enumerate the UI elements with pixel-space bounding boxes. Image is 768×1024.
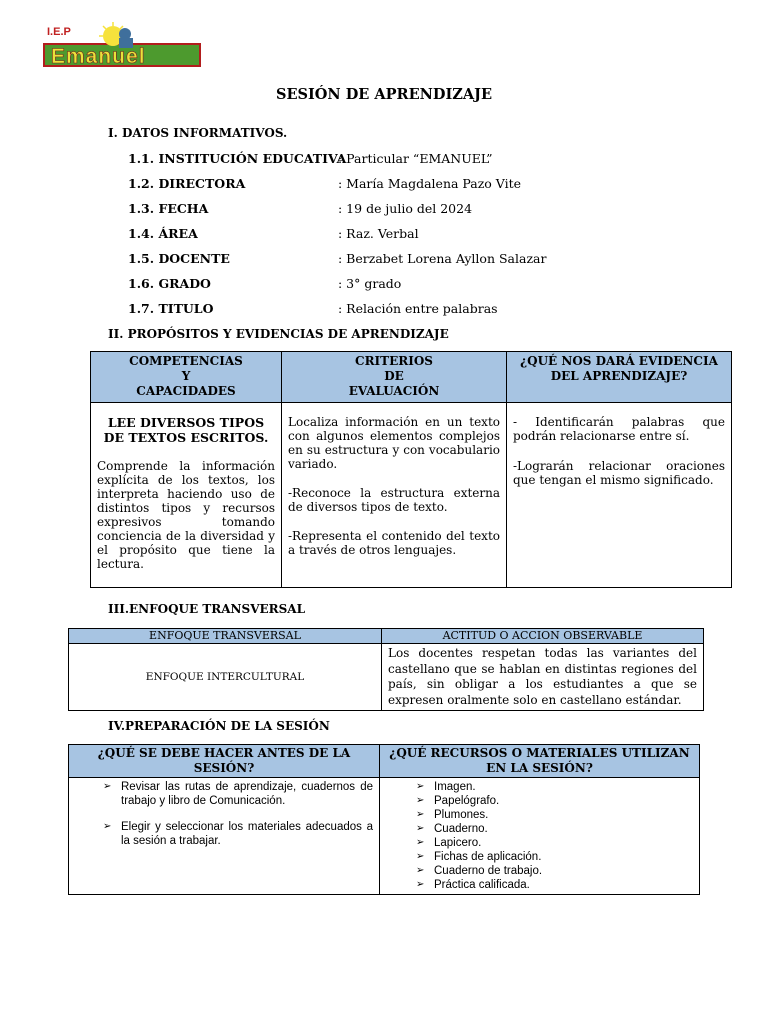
- recursos-cell: [380, 778, 700, 895]
- dato-row: [128, 248, 628, 273]
- dato-row: [128, 148, 628, 173]
- criterios-cell: [282, 403, 507, 588]
- list-item: [408, 864, 693, 878]
- arrow-bullet-icon: ➢: [416, 795, 425, 806]
- list-item-text: Práctica calificada.: [434, 879, 530, 891]
- logo-main-text: Emanuel: [51, 45, 146, 68]
- section-propositos-heading: II. PROPÓSITOS Y EVIDENCIAS DE APRENDIZAJE: [108, 327, 449, 341]
- competencia-title: LEE DIVERSOS TIPOS DE TEXTOS ESCRITOS.: [103, 415, 269, 445]
- arrow-bullet-icon: ➢: [103, 821, 112, 832]
- dato-value: : Berzabet Lorena Ayllon Salazar: [338, 251, 547, 266]
- table-header-row: [69, 745, 700, 778]
- table-header-row: [91, 352, 732, 403]
- dato-row: [128, 173, 628, 198]
- list-item-text: Papelógrafo.: [434, 795, 500, 807]
- arrow-bullet-icon: ➢: [416, 879, 425, 890]
- header-antes: ¿QUÉ SE DEBE HACER ANTES DE LA SESIÓN?: [69, 745, 380, 778]
- table-header-row: [69, 629, 704, 644]
- header-competencias: [91, 352, 282, 403]
- preparacion-table: [68, 744, 700, 895]
- logo-graphic: [43, 22, 203, 68]
- criterio-item: -Representa el contenido del texto a través de otros lenguajes.: [288, 529, 500, 557]
- list-item-text: Imagen.: [434, 781, 476, 793]
- section-enfoque-heading: III.ENFOQUE TRANSVERSAL: [108, 602, 306, 616]
- dato-label: 1.6. GRADO: [128, 276, 211, 291]
- header-line: EVALUACIÓN: [348, 384, 440, 398]
- header-line: DEL APRENDIZAJE?: [550, 369, 688, 383]
- header-line: COMPETENCIAS: [129, 354, 243, 368]
- dato-label: 1.3. FECHA: [128, 201, 209, 216]
- dato-value: : Particular “EMANUEL”: [338, 151, 493, 166]
- dato-label: 1.5. DOCENTE: [128, 251, 230, 266]
- dato-value: : 19 de julio del 2024: [338, 201, 473, 216]
- arrow-bullet-icon: ➢: [103, 781, 112, 792]
- dato-row: [128, 198, 628, 223]
- antes-cell: [69, 778, 380, 895]
- capacidad-text: Comprende la información explícita de los textos, los interpreta haciendo uso de distintos tipos y recursos expresivos tomando conciencia de la diversidad y el propósito que tiene la lectura.: [97, 459, 275, 571]
- list-item-text: Fichas de aplicación.: [434, 851, 542, 863]
- table-row: [69, 778, 700, 895]
- header-actitud: ACTITUD O ACCION OBSERVABLE: [382, 629, 704, 644]
- list-item: [95, 780, 373, 808]
- header-criterios: [282, 352, 507, 403]
- dato-label: 1.1. INSTITUCIÓN EDUCATIVA: [128, 151, 347, 166]
- dato-value: : 3° grado: [338, 276, 402, 291]
- list-item: [408, 850, 693, 864]
- dato-label: 1.2. DIRECTORA: [128, 176, 246, 191]
- dato-row: [128, 273, 628, 298]
- list-item: [408, 878, 693, 892]
- logo-top-text: I.E.P: [47, 26, 71, 38]
- list-item: [408, 836, 693, 850]
- enfoque-cell: ENFOQUE INTERCULTURAL: [69, 644, 382, 711]
- propositos-table: [90, 351, 732, 588]
- page-title: SESIÓN DE APRENDIZAJE: [276, 86, 492, 103]
- dato-label: 1.4. ÁREA: [128, 226, 198, 241]
- section-datos-heading: I. DATOS INFORMATIVOS.: [108, 126, 288, 140]
- list-item: [95, 820, 373, 848]
- actitud-cell: Los docentes respetan todas las variantes del castellano que se hablan en distintas regiones del país, sin obligar a los estudiantes a que se expresen oralmente solo en castellano estándar.: [382, 644, 704, 711]
- competencias-cell: [91, 403, 282, 588]
- header-line: CAPACIDADES: [136, 384, 236, 398]
- list-item: [408, 780, 693, 794]
- list-item-text: Cuaderno de trabajo.: [434, 865, 543, 877]
- dato-row: [128, 298, 628, 323]
- evidencia-item: -Lograrán relacionar oraciones que tengan el mismo significado.: [513, 459, 725, 487]
- arrow-bullet-icon: ➢: [416, 781, 425, 792]
- header-recursos: ¿QUÉ RECURSOS O MATERIALES UTILIZAN EN LA SESIÓN?: [380, 745, 700, 778]
- evidencias-cell: [507, 403, 732, 588]
- list-item-text: Revisar las rutas de aprendizaje, cuadernos de trabajo y libro de Comunicación.: [121, 781, 373, 807]
- enfoque-table: [68, 628, 704, 711]
- table-row: [91, 403, 732, 588]
- criterio-item: -Reconoce la estructura externa de diversos tipos de texto.: [288, 486, 500, 514]
- header-enfoque: ENFOQUE TRANSVERSAL: [69, 629, 382, 644]
- list-item-text: Plumones.: [434, 809, 489, 821]
- table-row: [69, 644, 704, 711]
- header-line: DE: [384, 369, 404, 383]
- list-item: [408, 808, 693, 822]
- header-line: Y: [181, 369, 191, 383]
- dato-row: [128, 223, 628, 248]
- arrow-bullet-icon: ➢: [416, 837, 425, 848]
- dato-label: 1.7. TITULO: [128, 301, 214, 316]
- header-line: ¿QUÉ NOS DARÁ EVIDENCIA: [520, 354, 718, 368]
- datos-list: [128, 148, 628, 323]
- dato-value: : María Magdalena Pazo Vite: [338, 176, 522, 191]
- school-logo: [43, 22, 203, 68]
- evidencia-item: - Identificarán palabras que podrán relacionarse entre sí.: [513, 415, 725, 443]
- criterio-item: Localiza información en un texto con algunos elementos complejos en su estructura y con vocabulario variado.: [288, 415, 500, 471]
- header-line: CRITERIOS: [355, 354, 433, 368]
- arrow-bullet-icon: ➢: [416, 865, 425, 876]
- header-evidencia: [507, 352, 732, 403]
- dato-value: : Relación entre palabras: [338, 301, 498, 316]
- list-item-text: Cuaderno.: [434, 823, 488, 835]
- list-item-text: Lapicero.: [434, 837, 482, 849]
- arrow-bullet-icon: ➢: [416, 809, 425, 820]
- dato-value: : Raz. Verbal: [338, 226, 419, 241]
- arrow-bullet-icon: ➢: [416, 823, 425, 834]
- section-preparacion-heading: IV.PREPARACIÓN DE LA SESIÓN: [108, 719, 330, 733]
- list-item: [408, 794, 693, 808]
- list-item-text: Elegir y seleccionar los materiales adecuados a la sesión a trabajar.: [121, 821, 373, 847]
- arrow-bullet-icon: ➢: [416, 851, 425, 862]
- list-item: [408, 822, 693, 836]
